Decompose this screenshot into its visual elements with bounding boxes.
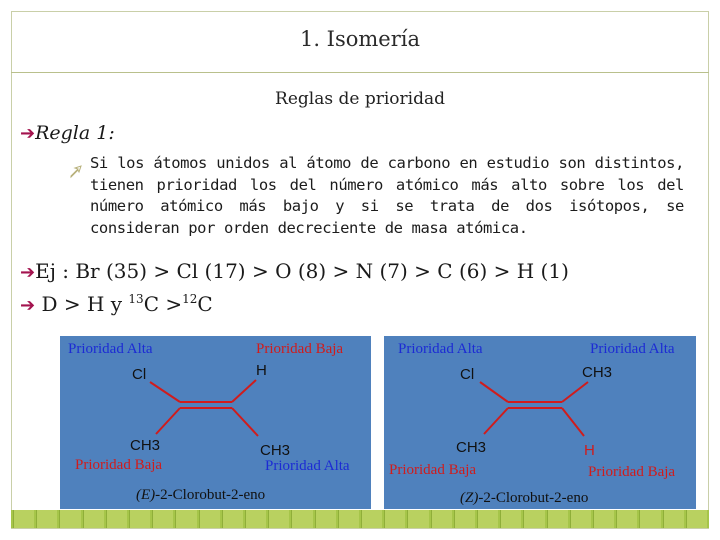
e-bond-ch3-right <box>232 408 258 436</box>
e-caption-prefix: (E) <box>136 487 156 503</box>
z-bond-ch3-bottom <box>484 408 508 434</box>
z-atom-ch3-top: CH3 <box>582 364 613 381</box>
z-atom-ch3-bottom: CH3 <box>456 439 487 456</box>
e-bottom-right-priority: Prioridad Alta <box>265 458 350 474</box>
regla-paragraph: Si los átomos unidos al átomo de carbono en estudio son distintos, tienen prioridad los del número atómico más alto sobre los del número atómico más bajo y si se trata de dos isótopos, se consideran por orden decreciente de masa atómica. <box>90 154 684 237</box>
z-caption-prefix: (Z) <box>460 490 479 506</box>
e-caption <box>136 487 265 503</box>
example-line <box>20 259 569 283</box>
isotope-mass-13: 13 <box>128 292 144 306</box>
e-top-left-priority: Prioridad Alta <box>68 341 153 357</box>
z-atom-cl: Cl <box>460 366 475 383</box>
e-bond-ch3-left <box>156 408 180 434</box>
title-divider <box>11 72 709 73</box>
z-bottom-left-priority: Prioridad Baja <box>389 462 477 478</box>
e-bond-cl <box>150 382 180 402</box>
isotope-prefix: D > H y <box>35 292 129 316</box>
z-bond-h <box>562 408 584 436</box>
e-atom-h: H <box>256 362 267 379</box>
e-bond-h <box>232 380 256 402</box>
regla-label: Regla 1: <box>35 122 115 144</box>
decorative-bottom-bar <box>11 510 709 528</box>
isotope-mid: C > <box>143 292 183 316</box>
z-bond-cl <box>480 382 508 402</box>
molecule-e-diagram <box>60 336 371 509</box>
regla-heading <box>20 122 115 144</box>
z-bottom-right-priority: Prioridad Baja <box>588 464 676 480</box>
e-top-right-priority: Prioridad Baja <box>256 341 344 357</box>
isotope-suffix: C <box>197 292 213 316</box>
z-atom-h: H <box>584 442 595 459</box>
hollow-arrow-bullet-icon <box>68 163 84 179</box>
e-bottom-left-priority: Prioridad Baja <box>75 457 163 473</box>
z-caption <box>460 490 588 506</box>
arrow-right-icon: ➔ <box>20 295 36 316</box>
arrow-right-icon: ➔ <box>20 262 36 283</box>
arrow-right-icon: ➔ <box>20 123 36 144</box>
e-caption-suffix: -2-Clorobut-2-eno <box>155 487 266 503</box>
isotope-line <box>20 292 213 316</box>
e-atom-ch3-right: CH3 <box>260 442 291 459</box>
e-atom-cl: Cl <box>132 366 147 383</box>
z-caption-suffix: -2-Clorobut-2-eno <box>478 490 589 506</box>
isotope-mass-12: 12 <box>182 292 198 306</box>
e-atom-ch3-left: CH3 <box>130 437 161 454</box>
z-bond-ch3-top <box>562 382 588 402</box>
example-text: Ej : Br (35) > Cl (17) > O (8) > N (7) > C (6) > H (1) <box>35 259 569 283</box>
z-top-left-priority: Prioridad Alta <box>398 341 483 357</box>
molecule-z-diagram <box>384 336 696 509</box>
slide-subtitle: Reglas de prioridad <box>275 89 445 109</box>
z-top-right-priority: Prioridad Alta <box>590 341 675 357</box>
slide-title: 1. Isomería <box>299 27 421 51</box>
